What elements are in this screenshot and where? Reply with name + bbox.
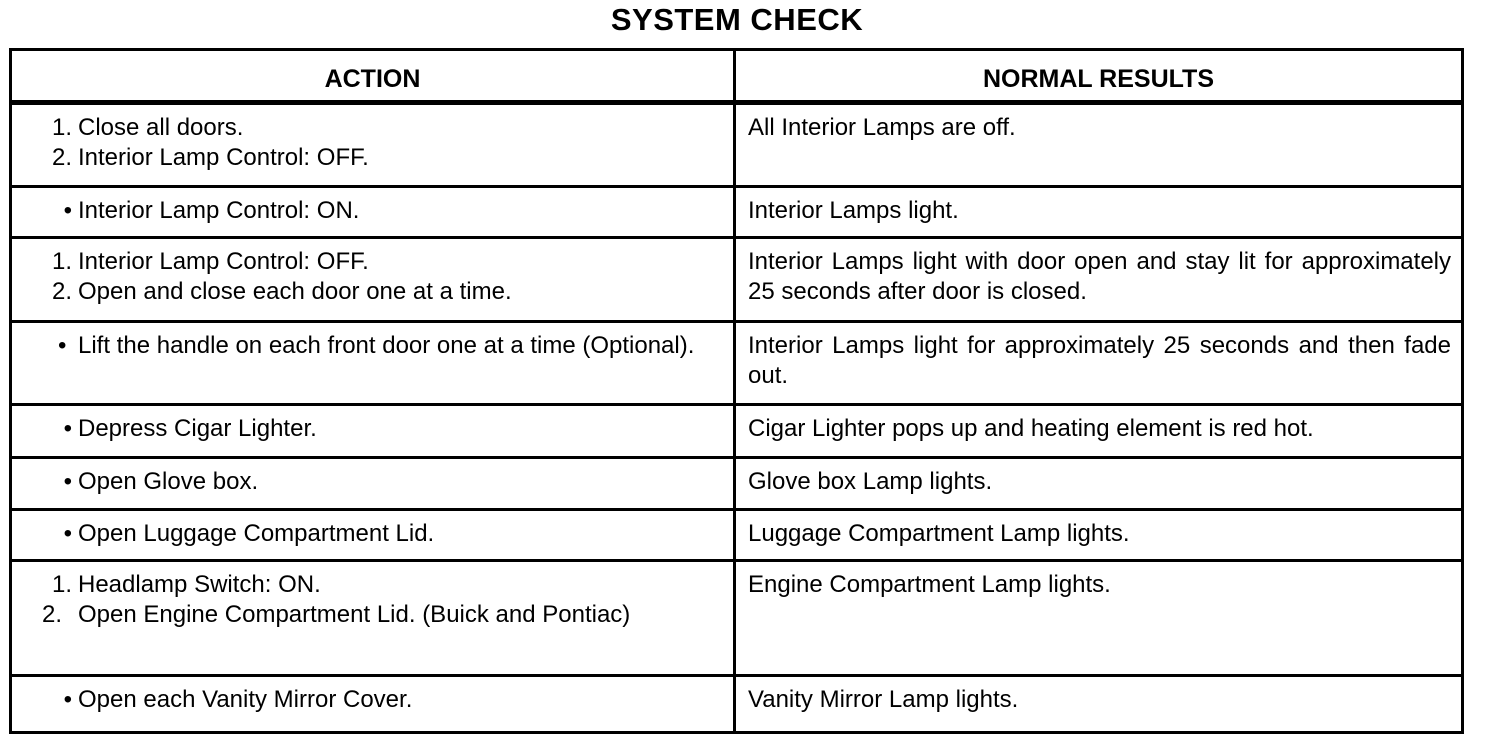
table-row (12, 406, 1461, 459)
result-cell: All Interior Lamps are off. (748, 114, 1016, 141)
list-item (12, 143, 723, 173)
action-cell (12, 459, 736, 508)
page-title: SYSTEM CHECK (610, 2, 864, 37)
action-steps (12, 467, 723, 497)
list-item (12, 467, 723, 497)
step-text: Headlamp Switch: ON. (78, 571, 321, 598)
action-steps (12, 685, 723, 715)
step-number: 1. (51, 114, 72, 141)
result-cell: Interior Lamps light with door open and stay lit for approximately 25 seconds after door is closed. (748, 248, 1451, 305)
action-steps (12, 570, 723, 630)
bullet-icon: • (63, 197, 72, 224)
header-normal-results: NORMAL RESULTS (982, 65, 1215, 93)
list-item (12, 519, 723, 549)
step-text: Open and close each door one at a time. (78, 278, 512, 305)
action-steps (12, 196, 723, 226)
table-row (12, 323, 1461, 406)
table-row (12, 562, 1461, 677)
step-text: Depress Cigar Lighter. (78, 415, 317, 442)
list-item (12, 685, 723, 715)
action-cell (12, 239, 736, 320)
table-row (12, 105, 1461, 188)
action-cell (12, 406, 736, 456)
table-row (12, 239, 1461, 323)
list-item (12, 331, 723, 361)
step-text: Open each Vanity Mirror Cover. (78, 686, 413, 713)
action-steps (12, 519, 723, 549)
action-cell (12, 511, 736, 559)
action-cell (12, 323, 736, 403)
step-text: Open Glove box. (78, 468, 259, 495)
table-header-row (12, 51, 1461, 105)
bullet-icon: • (63, 520, 72, 547)
bullet-icon: • (58, 332, 67, 359)
table-row (12, 459, 1461, 511)
list-item (12, 196, 723, 226)
result-cell: Engine Compartment Lamp lights. (748, 571, 1111, 598)
table-row (12, 511, 1461, 562)
header-action: ACTION (12, 51, 736, 100)
table-row (12, 188, 1461, 239)
list-item (12, 570, 723, 600)
action-steps (12, 113, 723, 173)
table-row (12, 677, 1461, 731)
list-item (12, 247, 723, 277)
list-item (12, 414, 723, 444)
system-check-table (9, 48, 1464, 734)
bullet-icon: • (63, 415, 72, 442)
result-cell: Interior Lamps light. (748, 197, 959, 224)
action-cell (12, 105, 736, 185)
action-steps (12, 247, 723, 307)
action-steps (12, 331, 723, 361)
result-cell: Cigar Lighter pops up and heating element is red hot. (748, 415, 1314, 442)
action-steps (12, 414, 723, 444)
step-text: Interior Lamp Control: ON. (78, 197, 360, 224)
step-number: 2. (51, 144, 72, 171)
list-item (12, 277, 723, 307)
list-item (12, 113, 723, 143)
step-text: Open Engine Compartment Lid. (Buick and Pontiac) (78, 601, 631, 628)
step-text: Lift the handle on each front door one at a time (Optional). (78, 332, 695, 359)
step-text: Open Luggage Compartment Lid. (78, 520, 435, 547)
step-text: Interior Lamp Control: OFF. (78, 248, 369, 275)
result-cell: Glove box Lamp lights. (748, 468, 993, 495)
step-text: Close all doors. (78, 114, 244, 141)
step-number: 1. (51, 571, 72, 598)
step-text: Interior Lamp Control: OFF. (78, 144, 369, 171)
action-cell (12, 677, 736, 731)
result-cell: Luggage Compartment Lamp lights. (748, 520, 1130, 547)
step-number: 2. (42, 601, 63, 628)
action-cell (12, 188, 736, 236)
action-cell (12, 562, 736, 674)
bullet-icon: • (63, 468, 72, 495)
step-number: 2. (51, 278, 72, 305)
bullet-icon: • (63, 686, 72, 713)
step-number: 1. (51, 248, 72, 275)
result-cell: Interior Lamps light for approximately 25 seconds and then fade out. (748, 332, 1451, 389)
list-item (12, 600, 723, 630)
result-cell: Vanity Mirror Lamp lights. (748, 686, 1019, 713)
